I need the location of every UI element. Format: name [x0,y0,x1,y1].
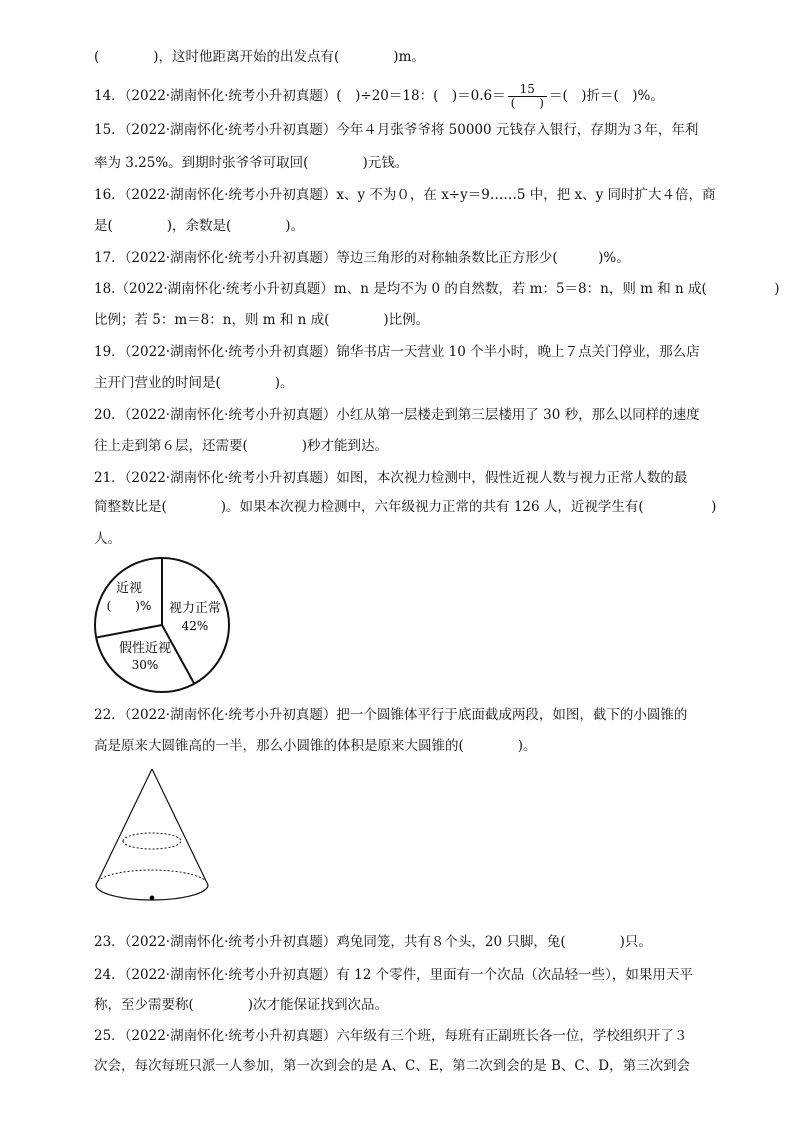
cone-base-back [96,870,208,885]
q21-line2: 简整数比是( )。如果本次视力检测中，六年级视力正常的共有 126 人，近视学生有( ) [94,499,717,515]
q14-text [94,83,664,110]
cut-section-back [123,833,181,841]
q15-line1: 15．（2022·湖南怀化·统考小升初真题）今年４月张爷爷将 50000 元钱存入银行，存期为３年，年利 [94,122,699,138]
cone-diagram [92,765,222,925]
q20-line1: 20．（2022·湖南怀化·统考小升初真题）小红从第一层楼走到第三层楼用了 30 秒，那么以同样的速度 [94,407,700,423]
q22-line1: 22．（2022·湖南怀化·统考小升初真题）把一个圆锥体平行于底面截成两段，如图，截下的小圆锥的 [94,707,688,723]
pie-label-myopia-value: ( )% [106,599,152,613]
q14-text-a: 14．（2022·湖南怀化·统考小升初真题）( )÷20＝18：( )＝0.6＝ [94,88,506,104]
q25-line2: 次会，每次每班只派一人参加，第一次到会的是 A、C、E，第二次到会的是 B、C、D，第三次到会 [94,1058,691,1074]
fraction-numerator: 15 [508,83,547,97]
q19-line2: 主开门营业的时间是( )。 [94,375,294,391]
q19-line1: 19．（2022·湖南怀化·统考小升初真题）锦华书店一天营业 10 个半小时，晚上７点关门停业，那么店 [94,344,700,360]
q20-line2: 往上走到第６层，还需要( )秒才能到达。 [94,438,389,454]
pie-label-normal-name: 视力正常 [168,601,222,616]
q21-line3: 人。 [94,531,121,547]
cone-left-edge [96,769,152,885]
pie-label-pseudo-value: 30% [131,658,159,672]
q18-line1: 18.（2022·湖南怀化·统考小升初真题）m、n 是均不为 0 的自然数，若 m：5＝8：n，则 m 和 n 成( ) [94,281,780,297]
q23-line1: 23．（2022·湖南怀化·统考小升初真题）鸡兔同笼，共有８个头，20 只脚，兔( )只。 [94,934,652,950]
fraction-denominator: ( ) [510,96,544,110]
q22-line2: 高是原来大圆锥高的一半，那么小圆锥的体积是原来大圆锥的( )。 [94,738,537,754]
pie-label-myopia-name: 近视 [115,581,143,596]
q24-line1: 24．（2022·湖南怀化·统考小升初真题）有 12 个零件，里面有一个次品（次品轻一些），如果用天平 [94,967,693,983]
q17-line1: 17．（2022·湖南怀化·统考小升初真题）等边三角形的对称轴条数比正方形少( )%。 [94,250,630,266]
q13-continuation: ( )，这时他距离开始的出发点有( )m。 [94,49,425,65]
pie-label-normal-value: 42% [181,619,209,633]
q16-line1: 16．（2022·湖南怀化·统考小升初真题）x、y 不为０，在 x÷y＝9……5 中，把 x、y 同时扩大４倍，商 [94,187,716,203]
pie-slices [95,558,229,692]
q21-line1: 21．（2022·湖南怀化·统考小升初真题）如图，本次视力检测中，假性近视人数与视力正常人数的最 [94,470,688,486]
q14-text-b: ＝( )折＝( )%。 [548,88,664,104]
vision-pie-chart [92,555,242,695]
q18-line2: 比例；若 5：m＝8：n，则 m 和 n 成( )比例。 [94,312,430,328]
pie-slice-divider-2 [96,625,162,638]
q14-fraction [508,83,547,110]
cut-section-front [123,841,181,849]
q16-line2: 是( )，余数是( )。 [94,218,305,234]
cone-right-edge [152,769,208,885]
q15-line2: 率为 3.25%。到期时张爷爷可取回( )元钱。 [94,155,409,171]
pie-label-pseudo-name: 假性近视 [118,641,172,656]
q25-line1: 25．（2022·湖南怀化·统考小升初真题）六年级有三个班，每班有正副班长各一位，学校组织开了３ [94,1028,688,1044]
q24-line2: 称，至少需要称( )次才能保证找到次品。 [94,997,389,1013]
cone-center-dot: • [147,889,157,908]
